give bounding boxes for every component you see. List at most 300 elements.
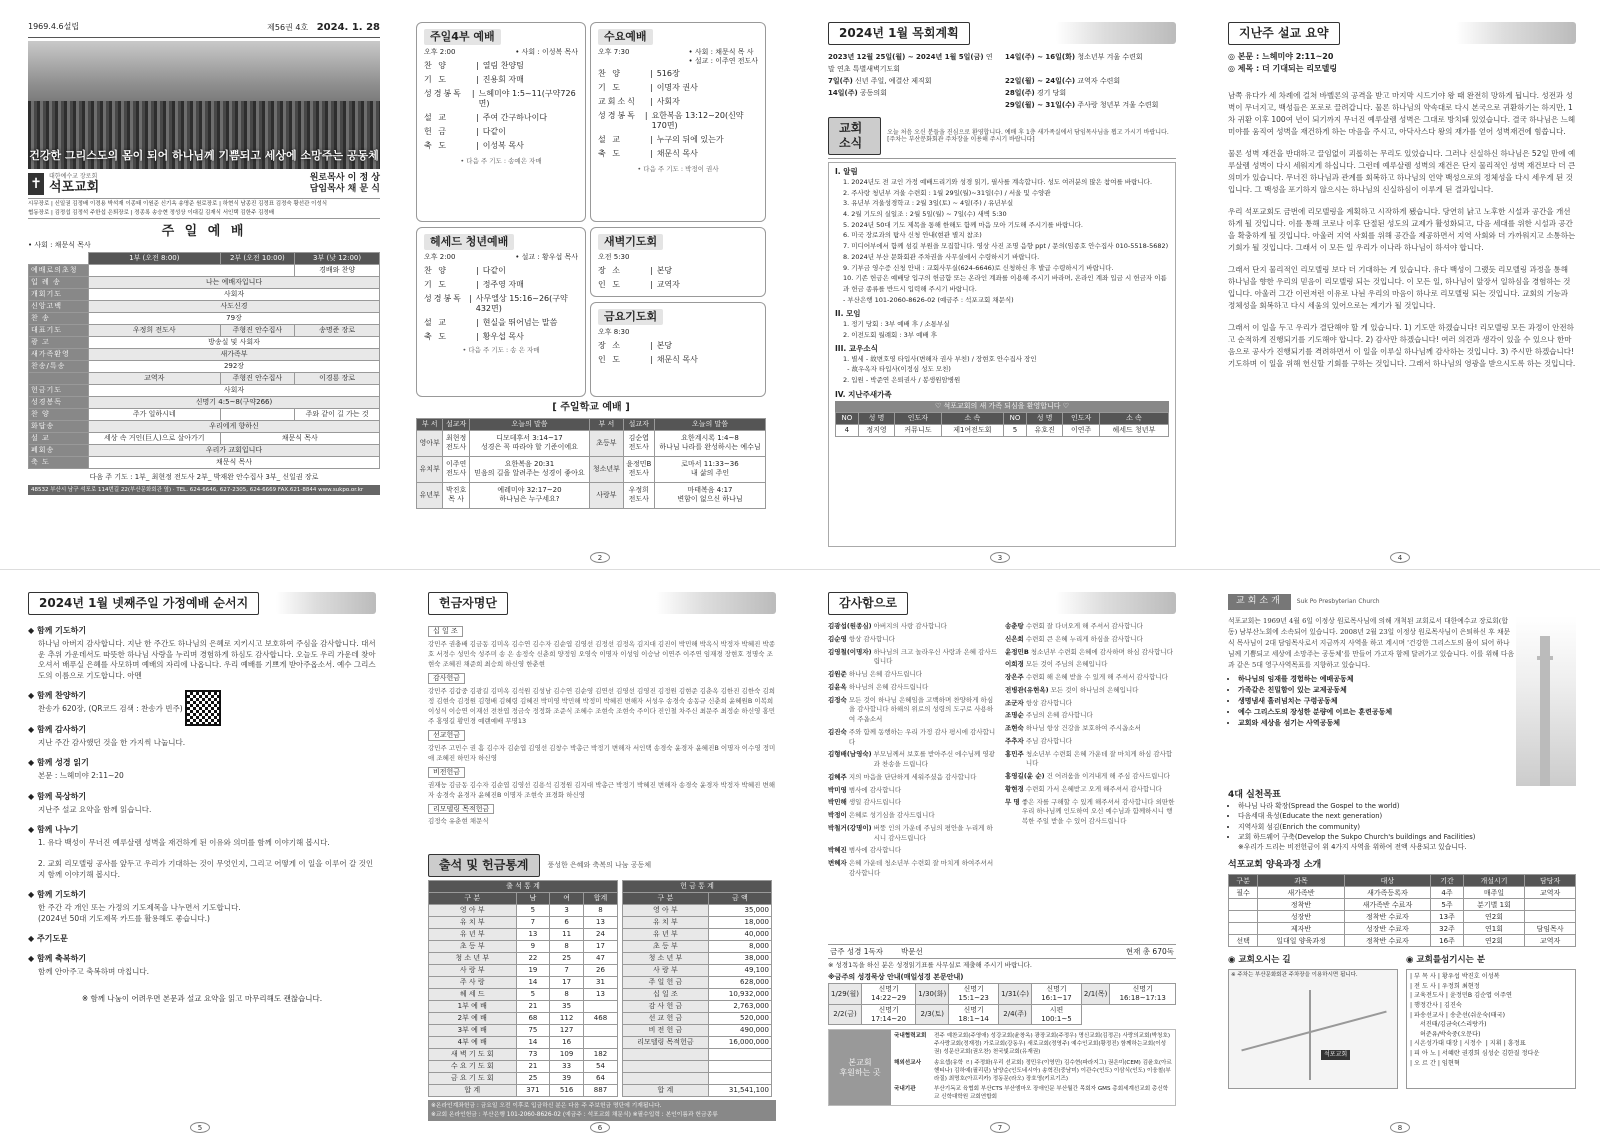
mission-category: 해외선교사 <box>894 1059 922 1066</box>
church-slogan: 건강한 그리스도의 몸이 되어 하나님께 기쁨되고 세상에 소망주는 공동체 <box>29 148 379 162</box>
newcomer-col-head: 소 속 <box>941 412 1003 424</box>
family-step-text: 지난주 설교 요약을 함께 읽습니다. <box>38 804 152 814</box>
plan-event: 경기 당회 <box>1036 88 1067 97</box>
attendance-cell: 68 <box>516 1013 550 1025</box>
thanks-name: 박철거(강명이) <box>828 823 872 832</box>
servant-item: 허준유/박숙중(오문다) <box>1410 1030 1481 1038</box>
newcomer-cell: 5 <box>1004 424 1027 436</box>
worship-row <box>29 312 380 324</box>
intro-header <box>1228 592 1576 612</box>
service-item-value: 다같이 <box>482 126 506 136</box>
service-item <box>424 280 578 290</box>
attendance-cell: 47 <box>583 953 617 965</box>
thanks-message: 모든 것이 주님의 은혜입니다 <box>1025 660 1108 669</box>
attendance-cell: 청 소 년 부 <box>429 953 517 965</box>
service-item-sep: | <box>650 354 653 364</box>
service-item <box>598 266 758 276</box>
edu-cell: 성장반 수료자 <box>1344 923 1430 935</box>
thanks-message: 수련회 잘 다녀오게 해 주셔서 감사합니다 <box>1025 622 1143 630</box>
thanks-message: 하나님의 은혜 감사드립니다 <box>848 682 929 691</box>
sunday-school <box>416 402 766 509</box>
offering-col-head: 금 액 <box>708 893 771 905</box>
worship-item-value: 이경룡 장로 <box>295 372 380 384</box>
flower-decoration <box>1056 22 1176 44</box>
meditation-date: 1/30(화) <box>916 984 949 1005</box>
sunday-school-title: [ 주일학교 예배 ] <box>552 402 630 413</box>
edu-cell: 선택 <box>1229 935 1258 947</box>
top-sheet <box>0 0 1600 568</box>
plan-item <box>828 88 999 100</box>
notice-item: 1. 2024년도 전 교인 가정 예배드리기와 성경 읽기, 필사를 계속합니다. 성도 여러분의 많은 참여를 바랍니다. <box>843 177 1153 186</box>
service-item-key: 인 도 <box>598 279 622 289</box>
family-note: ※ 함께 나눔이 어려우면 본문과 설교 요약을 읽고 마무리해도 괜찮습니다. <box>81 993 323 1003</box>
edu-row <box>1229 887 1576 899</box>
flower-decoration-5 <box>1056 592 1176 614</box>
edu-cell: 분기별 1회 <box>1463 899 1524 911</box>
service-item-value: 이명자 권사 <box>656 83 698 93</box>
edu-cell <box>1229 899 1258 911</box>
bottom-boxes <box>1228 955 1576 1089</box>
edu-row <box>1229 899 1576 911</box>
member-news-item: 2. 입원 - 박준연 은퇴권사 / 봉생원암병원 <box>843 376 961 385</box>
church-name: 석포교회 <box>49 180 100 195</box>
page-family-worship <box>0 570 400 1138</box>
attendance-cell: 17 <box>583 941 617 953</box>
thanks-name: 장은주 <box>1005 673 1024 681</box>
edu-cell: 정착반 수료자 <box>1344 911 1430 923</box>
school-cell: 이주연 전도사 <box>443 456 469 482</box>
worship-item-label: 입 례 송 <box>29 276 89 288</box>
worship4-items <box>424 61 578 151</box>
intro-body <box>1228 616 1576 786</box>
offering-cell: 35,000 <box>708 905 771 917</box>
worship-row <box>29 264 380 276</box>
servant-item: | 행정간사 | 김진숙 <box>1410 1001 1462 1009</box>
offering-cell: 10,932,000 <box>708 989 771 1001</box>
attendance-col-head: 남 <box>516 893 550 905</box>
attendance-cell: 112 <box>550 1013 584 1025</box>
worship-item-value: 79장 <box>89 312 380 324</box>
service-item-key: 찬 양 <box>424 265 448 275</box>
edu-cell: 교역자 <box>1525 887 1576 899</box>
school-col-head: 오늘의 말씀 <box>654 418 765 430</box>
attendance-cell: 24 <box>583 929 617 941</box>
mission-box <box>828 1029 1176 1106</box>
attendance-row <box>429 905 618 917</box>
sermon-title: 지난주 설교 요약 <box>1228 22 1340 45</box>
wednesday-next: • 다음 주 기도 : 박정이 권사 <box>637 165 719 174</box>
page-number-4: 4 <box>1200 552 1600 564</box>
service-item-sep: | <box>650 83 653 93</box>
thanks-item <box>828 798 999 808</box>
worship-item-label: 찬송/특송 <box>29 360 89 372</box>
attendance-row <box>429 941 618 953</box>
offering-cell: 주 일 헌 금 <box>623 977 709 989</box>
thanks-name: 주추자 <box>1005 736 1024 745</box>
service-item-key: 헌 금 <box>424 126 448 136</box>
thanks-item <box>828 846 999 856</box>
thanks-item <box>1005 785 1176 795</box>
meditation-date: 2/1(목) <box>1081 984 1110 1005</box>
section-newcomers: IV. 지난주새가족 <box>835 389 892 399</box>
offering-cell: 유 치 부 <box>623 917 709 929</box>
service-item-sep: | <box>650 69 653 79</box>
elders-line-2: 협동장로 | 김정섭 김정석 주한섭 은퇴장로 | 정종록 송승현 정성상 이대길 김재식 서인택 김한주 김정배 <box>28 209 275 216</box>
col-3rd: 3부 (낮 12:00) <box>295 252 380 264</box>
school-col-head: 부 서 <box>417 418 443 430</box>
member-news-item: - 故우옥자 타입사(이정심 성도 모친) <box>843 365 951 374</box>
practice-goal: ※우리가 드리는 비전헌금이 위 4가지 사역을 위하여 전액 사용되고 있습니다. <box>1238 843 1467 851</box>
thanks-message: 수련회 큰 은혜 누리게 하심을 감사합니다 <box>1025 634 1143 643</box>
edu-cell: 16주 <box>1431 935 1464 947</box>
newcomer-col-head: NO <box>1004 412 1027 424</box>
thanks-message: 부모님께서 보호를 받아주신 에수님께 영광과 찬송을 드립니다 <box>873 750 995 768</box>
service-item-key: 기 도 <box>424 74 448 84</box>
member-news-item: 1. 별세 - 故변호영 타입사(변해자 권사 부친) / 장현호 안수집사 장인 <box>843 354 1037 363</box>
col-2nd: 2부 (오전 10:00) <box>220 252 295 264</box>
offering-cell: 리모델링 목적헌금 <box>623 1037 709 1049</box>
offering-row <box>623 977 772 989</box>
school-cell: 로마서 11:33~36 내 삶의 주인 <box>654 456 765 482</box>
worship-item-value: 방송실 및 사회자 <box>89 336 380 348</box>
plan-date: 22일(월) ~ 24일(수) <box>1005 76 1076 85</box>
attendance-col-head: 구 분 <box>429 893 517 905</box>
service-item-value: 열림 찬양팀 <box>482 60 524 70</box>
reading-note: ※ 성경1독을 하신 분은 성경읽기표를 사무실로 제출해 주시기 바랍니다. <box>828 961 1032 970</box>
thanks-name: 김원준 <box>828 670 847 678</box>
family-step-text: 본문 : 느헤미야 2:11~20 <box>38 771 124 780</box>
thanks-name: 변혜자 <box>828 859 847 867</box>
attendance-cell: 8 <box>583 905 617 917</box>
account-note-1: ※온라인계좌헌금 : 금요일 오전 이후로 입금하신 분은 다음 주 주보헌금 명단에 기재됩니다. <box>431 1103 662 1109</box>
school-col-head: 설교자 <box>443 418 469 430</box>
youth-next: • 다음 주 기도 : 송 은 자매 <box>462 345 540 354</box>
edu-cell: 담임목사 <box>1525 923 1576 935</box>
plan-date: 7일(주) <box>828 76 853 85</box>
offering-cell: 비 전 헌 금 <box>623 1025 709 1037</box>
newcomer-col-head: NO <box>836 412 859 424</box>
service-item-sep: | <box>650 135 653 145</box>
attendance-cell: 11 <box>550 929 584 941</box>
family-step-text: 함께 안아주고 축복하며 마칩니다. <box>38 967 149 976</box>
family-step-text: 하나님 아버지 감사합니다. 지난 한 주간도 하나님의 은혜로 지키시고 보호하여 주심을 감사합니다. 대서운 추위 가운데서도 따뜻한 하나님 사랑을 누리며 경험하게 하심도 감사합니다. 오늘도 우리 가운데 찾아오셔서 배푸실 은혜를 사모하며 예배의 자리에 나옵니다. 우리 예배를 기쁘게 받아주옵소서. 예수 그리스도의 이름으로 기도합니다. 아멘 <box>38 639 376 680</box>
thanks-name: 전병관(유현옥) <box>1005 685 1049 694</box>
attendance-cell: 7 <box>516 917 550 929</box>
offering-row <box>623 905 772 917</box>
service-item <box>598 97 758 107</box>
thanks-item <box>828 670 999 680</box>
worship-item-value: 사회자 <box>89 288 380 300</box>
service-item-sep: | <box>469 293 472 303</box>
worship-item-value: 주형진 안수집사 <box>220 324 295 336</box>
school-col-head: 부 서 <box>590 418 623 430</box>
service-item-key: 찬 양 <box>598 69 622 79</box>
founded: 1969.4.6설립 <box>28 22 80 31</box>
youth-box <box>416 227 586 397</box>
attendance-row <box>429 1061 618 1073</box>
family-step-title: ◆ 함께 축복하기 <box>28 954 87 963</box>
plan-date: 14일(주) <box>828 88 858 97</box>
attendance-table <box>428 880 618 1097</box>
worship4-lead: • 사회 : 이성복 목사 <box>515 47 578 56</box>
worship-item-value: 주형진 안수집사 <box>220 372 295 384</box>
reading-total: 현재 총 670독 <box>1125 947 1174 956</box>
thanks-message: 항상 감사합니다 <box>848 634 895 643</box>
newcomer-cell: 이연주 <box>1063 424 1100 436</box>
school-cell: 유년부 <box>417 482 443 508</box>
offering-category: 선교헌금 <box>428 730 465 741</box>
service-item-key: 성경봉독 <box>424 293 463 303</box>
attendance-row <box>429 1049 618 1061</box>
offering-names: 강민주 김갑중 김광길 김미옥 김석원 김성남 김수연 김순영 김연선 김영선 김영진 김정원 김현준 김춘옥 김한진 김한숙 김희정 김현숙 김정원 김형배 김혜령 김혜진 박미영 박민해 박정미 박혜진 변해자 서성우 송경숙 송동규 신춘희 윤혜원B 이복희 이성식 이승연 이재선 전찬엽 정금숙 정정화 조준식 조혜수 조현숙 조현숙 주이다 진인철 차주신 최문주 최정순 하신영 홍민주 홍영길 황민경 예랜예배 무명13 <box>428 686 776 725</box>
thanks-message: 수련회 해 은혜 받을 수 있게 해 주셔서 감사합니다 <box>1025 673 1168 681</box>
worship4-time: 오후 2:00 <box>424 47 456 56</box>
worship-item-label: 폐회송 <box>29 444 89 456</box>
notice-item: 10. 기존 헌금은 예배당 입구의 헌금함 또는 온라인 계좌를 이용해 주시기 바라며, 온라인 계좌 입금 시 헌금자 이름과 헌금 종류를 반드시 입력해 주시기 바랍니다. <box>843 274 1167 294</box>
family-step-title: ◆ 함께 묵상하기 <box>28 791 87 801</box>
worship-item-value: 사도신경 <box>89 300 380 312</box>
page-offerings <box>400 570 800 1138</box>
worship-item-value: 292장 <box>89 360 380 372</box>
plan-date: 14일(주) ~ 16일(화) <box>1005 53 1076 61</box>
worship-row <box>29 276 380 288</box>
offering-cell <box>708 1049 771 1061</box>
edu-col-head: 기간 <box>1431 875 1464 887</box>
thanks-item <box>1005 711 1176 721</box>
offering-cell: 49,100 <box>708 965 771 977</box>
offering-cell: 40,000 <box>708 929 771 941</box>
reading-name: 박문선 <box>901 947 923 956</box>
service-item-value: 516장 <box>656 69 680 79</box>
service-item-key: 설 교 <box>598 135 622 145</box>
attendance-row <box>429 1001 618 1013</box>
attendance-cell: 887 <box>583 1085 617 1097</box>
meditation-table <box>828 983 1176 1025</box>
servant-item: | 전 도 사 | 우정희 최현정 <box>1410 982 1480 990</box>
family-step-title: ◆ 함께 성경 읽기 <box>28 758 89 767</box>
edu-row <box>1229 923 1576 935</box>
page-church-intro <box>1200 570 1600 1138</box>
thanks-message: 은혜 가운데 청소년부 수련회 잘 마치게 하여주셔서 감사합니다 <box>848 859 994 877</box>
family-step-title: ◆ 함께 기도하기 <box>28 890 87 899</box>
offering-row <box>623 929 772 941</box>
worship-item-value: 주가 일하시네 <box>89 408 221 420</box>
stats-title: 출석 및 헌금통계 <box>428 854 540 877</box>
meditation-passage: 신명기 16:18~17:13 <box>1110 984 1176 1005</box>
service-item-key: 기 도 <box>598 83 622 93</box>
service-item-sep: | <box>476 126 479 136</box>
thanks-columns <box>828 622 1176 942</box>
offering-cell: 청 소 년 부 <box>623 953 709 965</box>
meeting-item: 1. 정기 당회 : 3부 예배 후 / 소통부실 <box>843 319 950 328</box>
worship-row <box>29 348 380 360</box>
service-item-key: 장 소 <box>598 265 622 275</box>
plan-date: 28일(주) <box>1005 88 1035 97</box>
service-item <box>424 294 578 314</box>
offering-table <box>622 880 772 1097</box>
wednesday-title: 수요예배 <box>598 29 653 45</box>
attendance-cell: 35 <box>550 1001 584 1013</box>
issue-date: 2024. 1. 28 <box>316 22 380 33</box>
family-step-text: 찬송가 620장, (QR코드 검색 : 찬송가 빈주) <box>38 704 183 713</box>
worship4-next: • 다음 주 기도 : 송예은 자매 <box>460 156 542 165</box>
intro-title-en: Suk Po Presbyterian Church <box>1296 598 1380 606</box>
worship-item-value: 경배와 찬양 <box>295 264 380 276</box>
attendance-cell: 사 랑 부 <box>429 965 517 977</box>
servants-title: ◉ 교회를섬기시는 분 <box>1406 955 1486 966</box>
offering-cell: 16,000,000 <box>708 1037 771 1049</box>
worship-item-value: 신명기 4:5~8(구약266) <box>89 396 380 408</box>
attendance-cell: 371 <box>516 1085 550 1097</box>
thanks-name: 홍민주 <box>1005 749 1024 758</box>
thanks-name: 김진숙 <box>828 727 847 736</box>
attendance-cell: 182 <box>583 1049 617 1061</box>
news-body <box>828 162 1176 547</box>
worship-item-value: 송명준 장로 <box>295 324 380 336</box>
thanks-item <box>828 683 999 693</box>
thanks-message: 모든 것이 하나님의 은혜입니다 <box>1050 685 1139 694</box>
page-number-5: 5 <box>0 1122 400 1134</box>
thanks-message: 모든 것이 하나님 은혜임을 고백하며 찬양하게 하심을 감사합니다 하해의 위로의 성령의 도구로 사용하여 주옵소서 <box>848 695 994 723</box>
worship-leader: • 사회 : 채문식 목사 <box>28 241 91 249</box>
service-item-sep: | <box>476 265 479 275</box>
worship-item-value: 채문식 목사 <box>89 456 380 468</box>
worship-item-label: 설 교 <box>29 432 89 444</box>
newcomer-welcome: ♡ 석포교회의 새 가족 되심을 환영합니다 ♡ <box>835 401 1169 412</box>
attendance-row <box>429 989 618 1001</box>
page-thanksgiving <box>800 570 1200 1138</box>
thanks-title: 감사함으로 <box>828 592 908 615</box>
attendance-row <box>429 1013 618 1025</box>
edu-cell <box>1525 911 1576 923</box>
family-step-text: 지난 주간 감사했던 것을 한 가지씩 나눕니다. <box>38 737 186 747</box>
family-title: 2024년 1월 넷째주일 가정예배 순서지 <box>28 592 259 615</box>
family-step-title: ◆ 함께 감사하기 <box>28 724 87 734</box>
service-item-sep: | <box>650 149 653 159</box>
offering-cell <box>623 1049 709 1061</box>
thanks-message: 하나님 항상 건강을 보호하여 주시옵소서 <box>1025 724 1141 732</box>
attendance-cell: 14 <box>516 1037 550 1049</box>
offering-row <box>623 1049 772 1061</box>
thanks-message: 주와 함께 동행하는 우리 가정 감사 평시에 감사합니다 <box>848 727 996 746</box>
service-item-value: 주여 간구하나이다 <box>482 112 548 122</box>
thanks-name: 홍영길(윤 순) <box>1005 772 1045 780</box>
school-cell: 예레미야 32:17~20 하나님은 누구세요? <box>469 482 589 508</box>
worship-row <box>29 396 380 408</box>
edu-cell: 연2회 <box>1463 935 1524 947</box>
school-cell: 우정희 전도사 <box>623 482 654 508</box>
edu-col-head: 대상 <box>1344 875 1430 887</box>
notices-list <box>843 177 1169 306</box>
notice-item: 9. 기부금 영수증 신청 안내 : 교회사무실(624-6646)로 신청하신 후 발급 수령하시기 바랍니다. <box>843 263 1114 272</box>
plan-date: 2023년 12월 25일(월) ~ 2024년 1월 5일(금) <box>828 53 984 61</box>
worship-item-value: 우정희 전도사 <box>89 324 221 336</box>
thanks-message: 좋은 자를 구해할 수 있게 해주셔서 감사합니다 외딴한 우리 하나님께 인도하여 오신 예수님과 함께하시니 행복한 주일 받을 수 있어 감사드립니다 <box>1021 797 1175 825</box>
worship-item-value: 사회자 <box>89 384 380 396</box>
thanks-message: 하나님 은혜 감사드립니다 <box>848 670 923 678</box>
attendance-cell: 26 <box>583 965 617 977</box>
wednesday-lead: • 사회 : 채문식 목 사 • 설교 : 이주연 전도사 <box>688 47 758 65</box>
thanks-name: 김영철(이명자) <box>828 647 872 656</box>
thanks-name: 박정이 <box>828 811 847 819</box>
service-item <box>424 266 578 276</box>
edu-row <box>1229 935 1576 947</box>
service-item-key: 기 도 <box>424 279 448 289</box>
dawn-prayer-box <box>590 227 766 297</box>
attendance-cell: 75 <box>516 1025 550 1037</box>
school-cell: 요한계시록 1:4~8 하나님 나라를 완성하시는 예수님 <box>654 430 765 456</box>
school-cell: 사랑부 <box>590 482 623 508</box>
edu-cell <box>1229 911 1258 923</box>
service-item <box>424 332 578 342</box>
offering-cell: 520,000 <box>708 1013 771 1025</box>
edu-cell: 연2회 <box>1463 911 1524 923</box>
attendance-row <box>429 953 618 965</box>
thanks-item <box>828 786 999 796</box>
service-item <box>424 89 578 109</box>
section-notices: I. 알림 <box>835 167 858 177</box>
offering-col-head: 구 분 <box>623 893 709 905</box>
meditation-date: 2/4(주) <box>999 1004 1032 1025</box>
plan-item <box>1005 88 1176 100</box>
newcomer-col-head: 인도자 <box>1063 412 1100 424</box>
section-meetings: II. 모임 <box>835 309 861 319</box>
thanks-item <box>1005 673 1176 683</box>
edu-row <box>1229 911 1576 923</box>
plan-event: 신년 주일, 예결산 제직회 <box>855 76 932 85</box>
map-church-marker: 석포교회 <box>1321 1050 1350 1060</box>
attendance-cell: 64 <box>583 1073 617 1085</box>
school-row <box>417 482 766 508</box>
offering-cell: 초 등 부 <box>623 941 709 953</box>
page-number-3: 3 <box>800 552 1200 564</box>
sunday-worship-table <box>28 252 380 469</box>
ministry-goal: • 예수 그리스도의 장성한 분량에 이르는 훈련공동체 <box>1238 707 1516 718</box>
mission-item <box>894 1059 1172 1083</box>
attendance-cell: 새 벽 기 도 회 <box>429 1049 517 1061</box>
practice-goal: • 지역사회 섬김(Enrich the community) <box>1238 822 1576 832</box>
attendance-cell: 16 <box>550 1037 584 1049</box>
service-item-sep: | <box>471 88 475 98</box>
flower-decoration-4 <box>656 592 776 614</box>
attendance-row <box>429 977 618 989</box>
thanks-message: 범사에 감사합니다 <box>848 846 902 855</box>
edu-cell: 새가족반 <box>1258 887 1344 899</box>
service-item-sep: | <box>650 340 653 350</box>
service-item-value: 채문식 목사 <box>656 354 698 364</box>
service-item <box>424 318 578 328</box>
service-item-value: 정주영 자매 <box>482 279 524 289</box>
newcomer-cell: 유호진 <box>1026 424 1063 436</box>
thanks-message: 건 어려움을 이겨내게 해 주심 감사드립니다 <box>1046 772 1170 780</box>
attendance-cell: 4부 예 배 <box>429 1037 517 1049</box>
offering-row <box>623 953 772 965</box>
thanks-message: 청소년부 수련회 은혜 가운데 잘 마치게 하심 감사합니다 <box>1025 749 1173 768</box>
attendance-row <box>429 1025 618 1037</box>
meditation-passage: 신명기 14:22~29 <box>861 984 915 1005</box>
attendance-cell: 5 <box>516 989 550 1001</box>
meditation-passage: 시편 100:1~5 <box>1032 1004 1082 1025</box>
servants-title-text: 교회를섬기시는 분 <box>1416 955 1486 966</box>
attendance-cell: 14 <box>516 977 550 989</box>
pastoral-plan <box>828 52 1176 111</box>
worship-row <box>29 432 380 444</box>
attendance-cell: 19 <box>516 965 550 977</box>
location-map <box>1228 969 1398 1089</box>
volume: 제56권 <box>267 23 293 32</box>
news-intro: 오늘 처음 오신 분들을 진심으로 환영합니다. 예배 후 1층 새가족실에서 담임목사님을 뵙고 가시기 바랍니다. [주차는 부산문화회관 주차장을 이용해 주시기 바랍니다] <box>887 128 1169 144</box>
thanks-item <box>1005 686 1176 696</box>
